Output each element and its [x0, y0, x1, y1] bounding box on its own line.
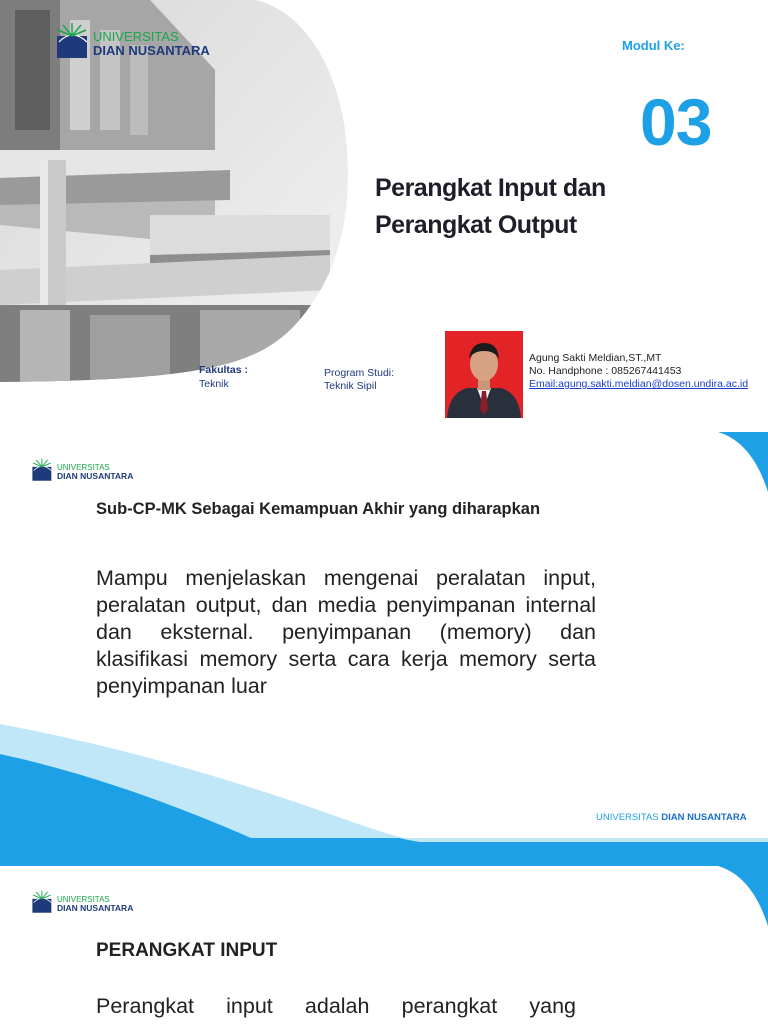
brand-line1: UNIVERSITAS [57, 894, 110, 904]
university-logo [57, 22, 210, 65]
objective-slide [0, 432, 768, 866]
section-body: Perangkat input adalah perangkat yang [96, 994, 576, 1018]
logo-emblem-icon [32, 890, 53, 919]
cover-slide [0, 0, 768, 420]
section-heading: PERANGKAT INPUT [96, 940, 278, 961]
footer-brand-bold: DIAN NUSANTARA [661, 812, 747, 823]
brand-line2: DIAN NUSANTARA [93, 42, 210, 58]
university-logo-small [32, 890, 133, 919]
lecturer-email-link[interactable]: Email:agung.sakti.meldian@dosen.undira.ac.id [529, 378, 749, 390]
modul-number: 03 [640, 85, 712, 159]
objective-heading: Sub-CP-MK Sebagai Kemampuan Akhir yang diharapkan [96, 500, 541, 518]
lecturer-phone: No. Handphone : 085267441453 [529, 365, 682, 377]
footer-brand-normal: UNIVERSITAS [596, 812, 662, 823]
brand-line2: DIAN NUSANTARA [57, 903, 134, 914]
prodi-label: Program Studi: [324, 367, 395, 379]
brand-line1: UNIVERSITAS [57, 462, 110, 472]
logo-emblem-icon [32, 458, 53, 487]
footer-brand [596, 812, 747, 823]
brand-line2: DIAN NUSANTARA [57, 471, 134, 482]
brand-line1: UNIVERSITAS [93, 28, 179, 44]
title-line1: Perangkat Input dan [375, 174, 606, 202]
title-line2: Perangkat Output [375, 211, 577, 239]
lecturer-name: Agung Sakti Meldian,ST.,MT [529, 352, 662, 364]
logo-emblem-icon [57, 22, 89, 65]
fakultas-label: Fakultas : [199, 364, 249, 376]
objective-body: Mampu menjelaskan mengenai peralatan input, peralatan output, dan media penyimpanan internal dan eksternal. penyimpanan (memory) dan klasifikasi memory serta cara kerja memory serta penyimpanan luar [96, 566, 596, 698]
lecturer-photo [445, 331, 523, 418]
prodi-value: Teknik Sipil [324, 380, 377, 392]
fakultas-value: Teknik [199, 378, 229, 390]
modul-label: Modul Ke: [622, 38, 685, 53]
cover-title [375, 170, 675, 244]
input-device-slide [0, 866, 768, 1024]
lecturer-info [529, 352, 748, 391]
university-logo-small [32, 458, 133, 487]
